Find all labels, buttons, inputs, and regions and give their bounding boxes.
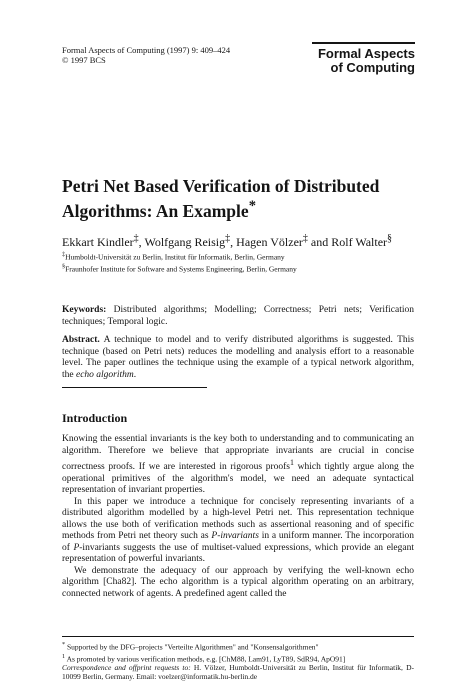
keywords-label: Keywords:	[62, 305, 107, 315]
body-text	[62, 434, 414, 600]
author-name: Wolfgang Reisig	[144, 235, 226, 249]
paragraph-text: which tightly argue along the operational primitives of the algorithm's model, we need an adequate syntactical representation of invariant properties.	[62, 462, 414, 496]
author-separator: ,	[138, 235, 145, 249]
author-affiliation-mark: ‡	[225, 233, 231, 244]
journal-info	[62, 45, 230, 65]
footnote-text: As promoted by various verification methods, e.g. [ChM88, Lam91, LyT89, SdR94, ApO91]	[65, 654, 346, 663]
paper-title	[62, 176, 379, 221]
paragraph-text: -invariants suggests the use of multiset-valued expressions, which provide an elegant representation of powerful invariants.	[62, 542, 414, 565]
correspondence-text: H. Völzer, Humboldt-Universität zu Berlin, Institut für Informatik, D-10099 Berlin, Germany. Email: voelzer@informatik.hu-berlin.de	[62, 663, 414, 681]
author-list	[62, 232, 392, 249]
correspondence-label: Correspondence and offprint requests to:	[62, 663, 191, 672]
abstract-text: A technique to model and to verify distributed algorithms is suggested. This technique (based on Petri nets) reduces the modelling and analysis effort to a reasonable level. The paper outlines the technique using the example of a typical network algorithm, the	[62, 335, 414, 380]
footnote-divider	[62, 636, 414, 637]
author-name: Rolf Walter	[331, 235, 388, 249]
affiliation-text: Fraunhofer Institute for Software and Systems Engineering, Berlin, Germany	[65, 264, 297, 273]
copyright-notice: © 1997 BCS	[62, 55, 106, 65]
abstract-emphasis: echo algorithm	[75, 369, 134, 380]
footnote	[62, 652, 414, 664]
paragraph	[62, 434, 414, 497]
author-affiliation-mark: ‡	[302, 233, 308, 244]
abstract-end: .	[133, 369, 137, 380]
journal-citation: Formal Aspects of Computing (1997) 9: 409–424	[62, 45, 231, 55]
author-affiliation-mark: §	[387, 233, 393, 244]
affiliations	[62, 250, 297, 273]
paragraph-emphasis: P	[73, 542, 80, 553]
affiliation-mark: ‡	[62, 251, 66, 258]
paragraph-text: In this paper we introduce a technique for concisely representing invariants of a distributed algorithm modelled by a high-level Petri net. This representation technique allows the use both of verification methods such as assertional reasoning and of specific methods from Petri net theory such as	[62, 496, 414, 542]
journal-logo	[312, 42, 415, 75]
footnote-ref: 1	[290, 458, 294, 467]
footnotes	[62, 640, 414, 681]
abstract-divider	[62, 387, 207, 388]
logo-line-1: Formal Aspects	[317, 46, 415, 61]
author-affiliation-mark: ‡	[133, 233, 139, 244]
paragraph-text: in a uniform manner. The incorporation of	[62, 531, 414, 553]
author-separator: and	[307, 235, 332, 249]
author-name: Ekkart Kindler	[62, 235, 134, 249]
author-name: Hagen Völzer	[236, 235, 303, 249]
footnote	[62, 640, 414, 652]
keywords-text: Distributed algorithms; Modelling; Correctness; Petri nets; Verification techniques; Temporal logic.	[62, 305, 414, 327]
footnote-mark: *	[62, 641, 66, 648]
paragraph	[62, 497, 414, 566]
paragraph-text: Knowing the essential invariants is the key both to understanding and to communicating an algorithm. Therefore we believe that appropriate invariants are crucial in concise correctness proofs. If we are interested in rigorous proofs	[62, 434, 414, 473]
paragraph-emphasis: P-invariants	[211, 531, 259, 542]
affiliation	[62, 262, 297, 274]
title-line-2	[62, 196, 379, 221]
paragraph: We demonstrate the adequacy of our approach by verifying the well-known echo algorithm [Cha82]. The echo algorithm is a typical algorithm operating on an arbitrary, connected network of agents. A predefined agent called the	[62, 565, 414, 599]
logo-rule	[312, 42, 415, 44]
title-footnote-mark: *	[248, 198, 256, 214]
section-heading: Introduction	[62, 411, 128, 425]
abstract	[62, 335, 414, 381]
footnote-text: Supported by the DFG–projects "Verteilte Algorithmen" and "Konsensalgorithmen"	[65, 642, 319, 652]
title-line-1: Petri Net Based Verification of Distributed	[62, 176, 380, 196]
affiliation-text: Humboldt-Universität zu Berlin, Institut für Informatik, Berlin, Germany	[65, 252, 285, 262]
logo-line-2: of Computing	[330, 60, 415, 75]
correspondence	[62, 663, 414, 681]
footnote-mark: 1	[62, 652, 66, 660]
title-line-2-text: Algorithms: An Example	[62, 200, 249, 221]
keywords	[62, 305, 414, 328]
affiliation-mark: §	[62, 262, 66, 270]
abstract-label: Abstract.	[62, 335, 100, 345]
author-separator: ,	[230, 235, 237, 249]
affiliation	[62, 250, 297, 262]
